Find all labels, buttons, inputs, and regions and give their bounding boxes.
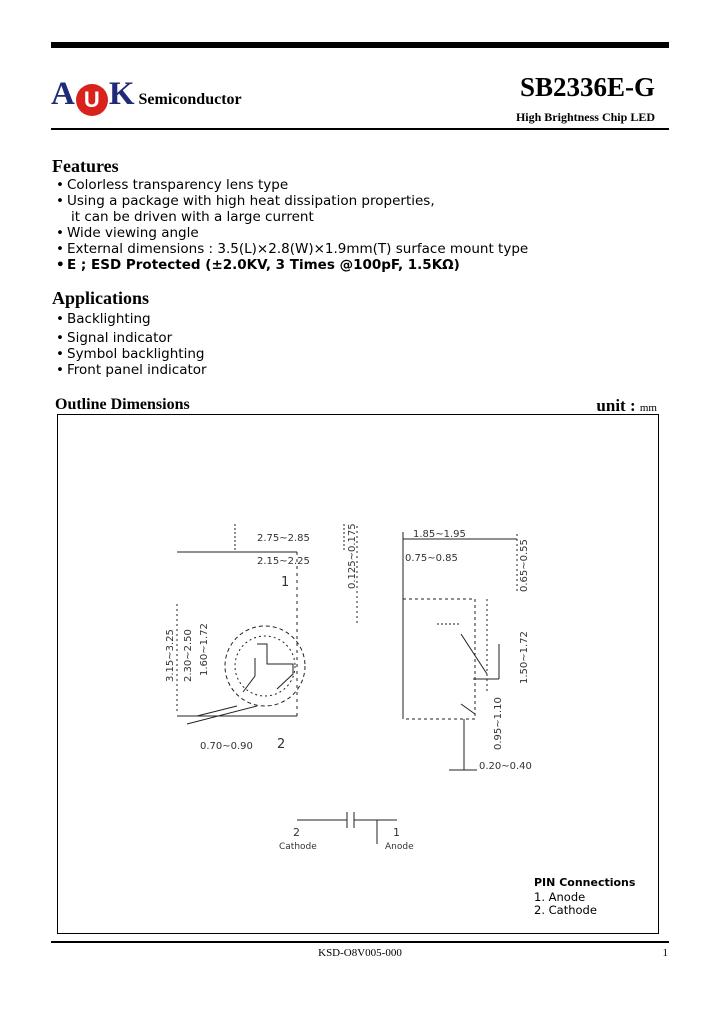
logo-letter-u: U [76,84,108,116]
list-item: • Backlighting [52,311,452,327]
anode-label: Anode [385,842,414,852]
company-logo [51,74,242,114]
list-item: • Wide viewing angle [52,225,652,241]
list-item: • Colorless transparency lens type [52,177,652,193]
dim-label: 1.60~1.72 [199,623,210,676]
outline-drawing [57,414,659,934]
list-item: it can be driven with a large current [71,209,314,225]
top-rule [51,42,669,48]
pin-item-cathode: 2. Cathode [534,903,597,917]
page-number: 1 [662,947,668,959]
list-item: • E ; ESD Protected (±2.0KV, 3 Times @100pF, 1.5KΩ) [52,257,652,273]
pin-item-anode: 1. Anode [534,890,586,904]
features-list [52,177,652,273]
applications-heading: Applications [52,288,150,308]
list-item: • Using a package with high heat dissipation properties, [52,193,652,209]
list-item: • External dimensions : 3.5(L)×2.8(W)×1.9mm(T) surface mount type [52,241,652,257]
dim-label: 3.15~3.25 [165,629,176,682]
pin-marker: 1 [281,575,290,590]
unit-label [596,396,657,416]
product-subtitle: High Brightness Chip LED [515,110,655,124]
logo-letter-k: K [108,76,135,112]
dim-label: 0.125~0.175 [347,523,358,589]
dim-label: 2.30~2.50 [183,629,194,682]
part-number: SB2336E-G [519,72,655,102]
dim-label: 1.85~1.95 [413,529,466,540]
anode-number: 1 [393,826,400,839]
dim-label: 2.75~2.85 [257,533,310,544]
cathode-number: 2 [293,826,300,839]
outline-heading: Outline Dimensions [55,396,190,413]
document-id: KSD-O8V005-000 [318,947,402,959]
list-item: • Signal indicator [52,330,452,346]
dim-label: 0.75~0.85 [405,553,458,564]
pin-marker: 2 [277,737,286,752]
unit-value: mm [639,402,657,414]
header-rule [51,128,669,130]
dim-label: 0.95~1.10 [493,697,504,750]
dim-label: 0.65~0.55 [519,539,530,592]
company-name: Semiconductor [138,91,242,108]
cathode-label: Cathode [279,842,317,852]
features-heading: Features [52,156,119,176]
applications-list [52,311,452,378]
dim-label: 1.50~1.72 [519,631,530,684]
footer-rule [51,941,669,943]
pin-connections-title: PIN Connections [534,876,636,889]
dim-label: 0.70~0.90 [200,741,253,752]
unit-prefix: unit : [596,396,636,415]
logo-letter-a: A [51,76,75,112]
list-item: • Symbol backlighting [52,346,452,362]
dim-label: 2.15~2.25 [257,556,310,567]
list-item: • Front panel indicator [52,362,452,378]
dim-label: 0.20~0.40 [479,761,532,772]
